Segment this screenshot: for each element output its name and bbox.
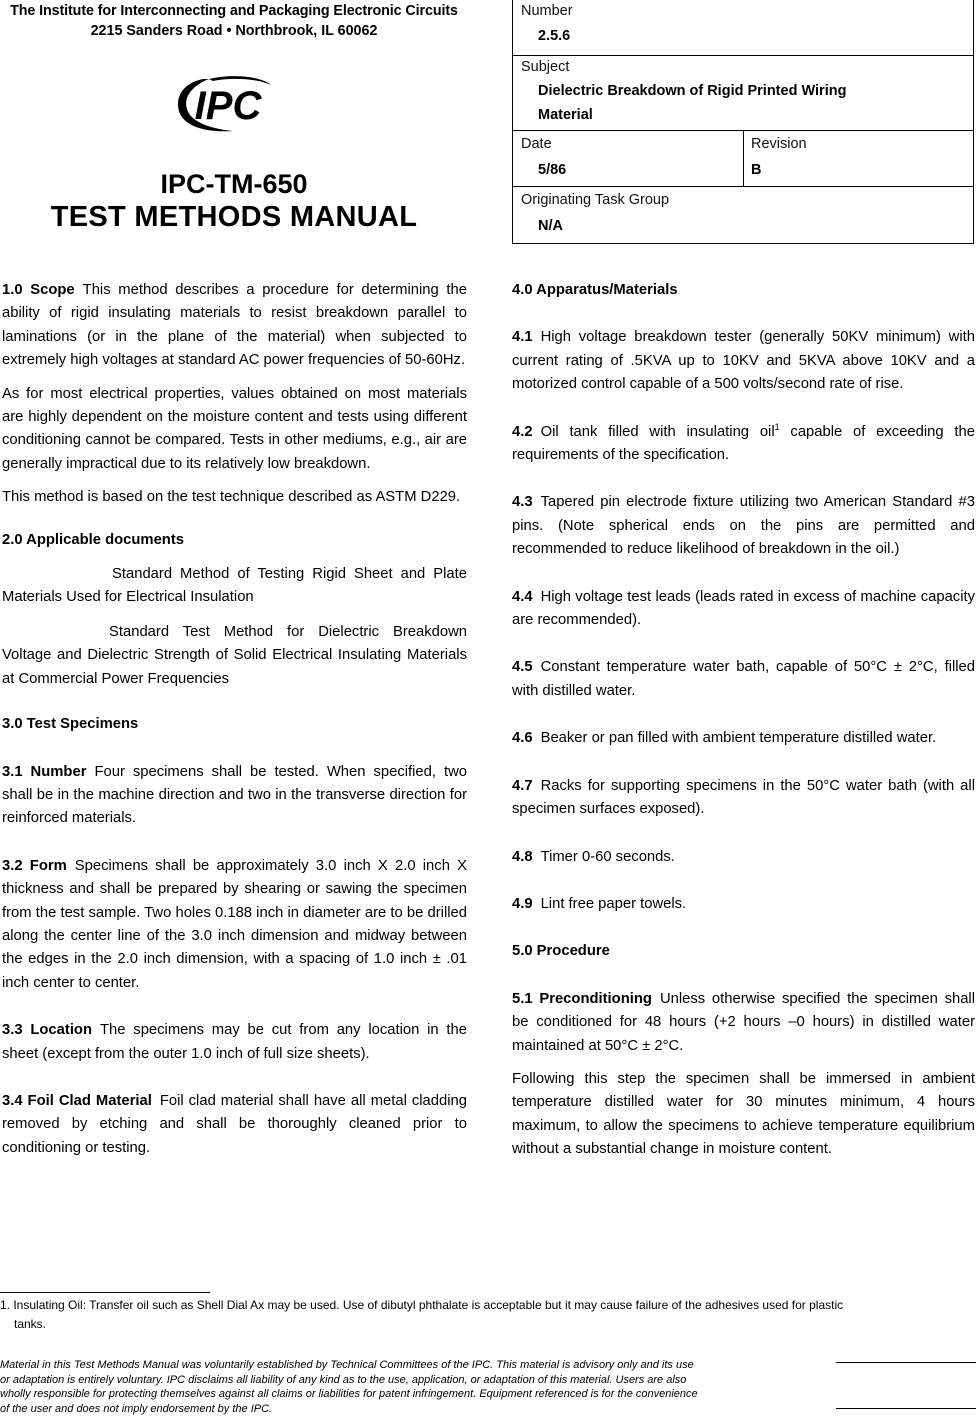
paragraph: Timer 0-60 seconds. xyxy=(540,848,675,865)
item-number: 4.4 xyxy=(512,588,533,605)
paragraph: Unless otherwise specified the specimen shall be conditioned for 48 hours (+2 hours –0 hours) in distilled water maintained at 50°C ± 2°C. xyxy=(512,990,975,1054)
task-group-label: Originating Task Group xyxy=(521,192,670,208)
footnote-line: tanks. xyxy=(14,1317,47,1331)
item-number: 4.3 xyxy=(512,494,533,511)
subject-field xyxy=(513,56,973,131)
item-number: 4.5 xyxy=(512,659,533,676)
page-info-rule-bottom xyxy=(836,1408,976,1409)
paragraph: Tapered pin electrode fixture utilizing two American Standard #3 pins. (Note spherical ends on the pins are permitted and recommended to reduce likelihood of breakdown in the oil.) xyxy=(512,494,975,558)
date-revision-field xyxy=(513,131,973,187)
item-number: 4.1 xyxy=(512,329,533,346)
right-column xyxy=(512,279,975,1162)
paragraph: This method describes a procedure for determining the ability of rigid insulating materials to resist breakdown parallel to laminations (or in the plane of the material) when subjected to extremely high voltages at standard AC power frequencies of 50-60Hz. xyxy=(2,282,467,369)
number-label: Number xyxy=(521,3,573,19)
item-number: 4.8 xyxy=(512,848,533,865)
paragraph: High voltage test leads (leads rated in excess of machine capacity are recommended). xyxy=(512,588,975,629)
section-heading: 2.0 Applicable documents xyxy=(2,531,184,548)
section-1-scope xyxy=(2,279,467,373)
date-label: Date xyxy=(521,136,552,152)
paragraph: capable of exceeding the requirements of the specification. xyxy=(512,423,975,464)
manual-title: TEST METHODS MANUAL xyxy=(50,201,418,233)
task-group-value: N/A xyxy=(538,218,563,234)
subsection-heading: 3.4 Foil Clad Material xyxy=(2,1092,152,1109)
ipc-logo-icon xyxy=(173,75,283,135)
reference-document: Standard Method of Testing Rigid Sheet and Plate Materials Used for Electrical Insulation xyxy=(2,566,467,606)
footnote xyxy=(0,1296,960,1334)
subsection-heading: 3.2 Form xyxy=(2,857,67,874)
subsection-heading: 5.1 Preconditioning xyxy=(512,990,652,1007)
section-heading: 5.0 Procedure xyxy=(512,943,610,960)
section-heading: 4.0 Apparatus/Materials xyxy=(512,282,678,298)
item-number: 4.9 xyxy=(512,895,533,912)
paragraph: Four specimens shall be tested. When specified, two shall be in the machine direction and two in the transverse direction for reinforced materials. xyxy=(2,763,467,827)
paragraph: Lint free paper towels. xyxy=(540,895,687,912)
task-group-field xyxy=(513,187,973,244)
section-heading: 3.0 Test Specimens xyxy=(2,716,139,733)
document-info-box xyxy=(512,0,974,244)
reference-document: Standard Test Method for Dielectric Breakdown Voltage and Dielectric Strength of Solid Electrical Insulating Materials at Commercial Power Frequencies xyxy=(2,623,467,687)
manual-title-code: IPC-TM-650 xyxy=(160,169,308,199)
item-number: 4.2 xyxy=(512,423,533,440)
footnote-line: 1. Insulating Oil: Transfer oil such as Shell Dial Ax may be used. Use of dibutyl phthalate is acceptable but it may cause failure of the adhesives used for plastic xyxy=(0,1298,844,1312)
subsection-heading: 3.3 Location xyxy=(2,1022,93,1039)
subject-value-line1: Dielectric Breakdown of Rigid Printed Wiring xyxy=(538,83,847,99)
subject-value-line2: Material xyxy=(538,107,593,123)
revision-label: Revision xyxy=(751,136,807,152)
paragraph: Racks for supporting specimens in the 50°C water bath (with all specimen surfaces exposed). xyxy=(512,777,975,818)
disclaimer: Material in this Test Methods Manual was voluntarily established by Technical Committees of the IPC. This material is advisory only and its use or adaptation is entirely voluntary. IPC disclaims all liability of any kind as to the use, application, or adaptation of this material. Users are also wholly responsible for protecting themselves against all claims or liabilities for patent infringement. Equipment referenced is for the convenience of the user and does not imply endorsement by the IPC. xyxy=(0,1359,698,1415)
number-field xyxy=(513,0,973,56)
date-value: 5/86 xyxy=(538,162,567,178)
revision-value: B xyxy=(751,162,762,178)
subsection-heading: 3.1 Number xyxy=(2,763,87,780)
institute-name: The Institute for Interconnecting and Packaging Electronic Circuits xyxy=(10,3,458,19)
paragraph: Oil tank filled with insulating oil xyxy=(540,423,775,440)
section-heading: 1.0 Scope xyxy=(2,282,75,298)
institute-address: 2215 Sanders Road • Northbrook, IL 60062 xyxy=(90,23,378,39)
paragraph: High voltage breakdown tester (generally 50KV minimum) with current rating of .5KVA up to 10KV and 5KVA above 10KV and a motorized control capable of a 500 volts/second rate of rise. xyxy=(512,329,975,393)
item-number: 4.6 xyxy=(512,730,533,747)
page-info-rule-top xyxy=(836,1362,976,1363)
footnote-reference: 1 xyxy=(774,421,780,432)
paragraph: Specimens shall be approximately 3.0 inch X 2.0 inch X thickness and shall be prepared by shearing or sawing the specimen from the test sample. Two holes 0.188 inch in diameter are to be drilled along the center line of the 3.0 inch dimension and midway between the edges in the 2.0 inch dimension, with a spacing of 1.0 inch ± .01 inch center to center. xyxy=(2,857,467,991)
subject-label: Subject xyxy=(521,59,570,75)
paragraph: Following this step the specimen shall be immersed in ambient temperature distilled water for 30 minutes minimum, 4 hours maximum, to allow the specimens to achieve temperature equilibrium without a substantial change in moisture content. xyxy=(512,1070,975,1158)
paragraph: Constant temperature water bath, capable of 50°C ± 2°C, filled with distilled water. xyxy=(512,659,975,699)
paragraph: Foil clad material shall have all metal cladding removed by etching and shall be thoroughly cleaned prior to conditioning or testing. xyxy=(2,1092,467,1156)
paragraph: The specimens may be cut from any location in the sheet (except from the outer 1.0 inch of full size sheets). xyxy=(2,1022,467,1062)
item-number: 4.7 xyxy=(512,777,533,794)
left-column xyxy=(2,279,467,1160)
footnote-divider xyxy=(0,1292,210,1293)
number-value: 2.5.6 xyxy=(538,28,571,44)
svg-text:IPC: IPC xyxy=(194,84,262,128)
paragraph: This method is based on the test technique described as ASTM D229. xyxy=(2,489,461,506)
paragraph: As for most electrical properties, values obtained on most materials are highly dependent on the moisture content and tests using different conditioning cannot be compared. Tests in other mediums, e.g., air are generally impractical due to its relatively low breakdown. xyxy=(2,385,467,472)
paragraph: Beaker or pan filled with ambient temperature distilled water. xyxy=(540,730,937,747)
column-divider xyxy=(743,131,744,186)
